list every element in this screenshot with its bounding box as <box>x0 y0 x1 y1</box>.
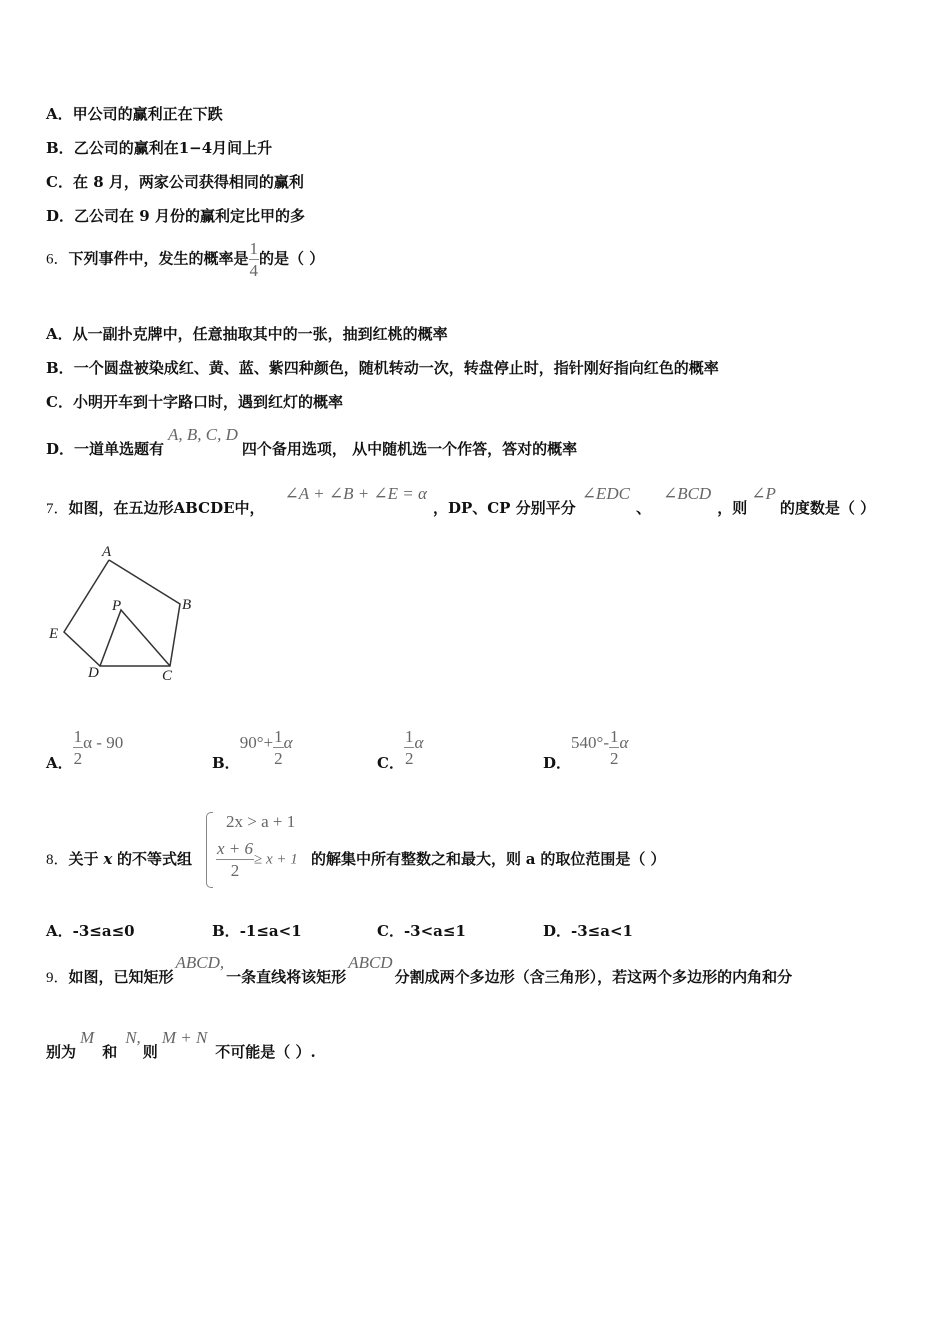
fraction-numerator: 1 <box>609 727 619 746</box>
q6-option-d <box>46 425 578 459</box>
question-text: 下列事件中，发生的概率是 <box>68 249 249 268</box>
question-9-line-2 <box>46 1028 316 1062</box>
math-rectangle-abcd: ABCD, <box>175 953 225 972</box>
q5-option-c <box>46 171 304 192</box>
option-math: α <box>414 732 424 752</box>
question-text: 的取位范围是（ ） <box>540 850 666 868</box>
option-text: -3≤a<1 <box>571 922 633 940</box>
option-letter: C． <box>46 393 73 411</box>
option-math: α <box>619 732 629 752</box>
question-text: 的解集中所有整数之和最大，则 <box>311 850 522 868</box>
option-letter: B． <box>46 139 74 157</box>
fraction-numerator: 1 <box>73 727 83 746</box>
fraction-numerator: 1 <box>404 727 414 746</box>
inequality-tail: ≥ x + 1 <box>254 851 298 868</box>
q6-option-b <box>46 357 719 378</box>
question-text: 的是（ ） <box>259 249 325 268</box>
math-m: M <box>80 1028 95 1047</box>
option-letter: A． <box>46 105 73 123</box>
option-text: 从一副扑克牌中，任意抽取其中的一张，抽到红桃的概率 <box>72 325 448 343</box>
question-text: 不可能是（ ）. <box>215 1043 316 1061</box>
option-letter: B． <box>212 922 240 940</box>
option-letter: C． <box>46 173 73 191</box>
fraction-half <box>609 728 620 767</box>
question-text: 的不等式组 <box>117 850 193 868</box>
option-text: -3≤a≤0 <box>72 922 135 940</box>
label-c: C <box>162 668 173 684</box>
question-8 <box>46 848 192 869</box>
separator: 、 <box>635 499 651 517</box>
fraction-denominator: 2 <box>230 861 240 880</box>
option-math: 90°+ <box>239 732 274 752</box>
option-letter: C． <box>377 922 404 940</box>
option-text: 一道单选题有 <box>74 440 165 458</box>
question-text: 则 <box>142 1043 158 1061</box>
option-letter: A． <box>46 922 73 940</box>
option-number: 1−4 <box>178 139 213 157</box>
question-number: 6． <box>46 251 69 268</box>
fraction-numerator: 1 <box>249 239 259 258</box>
option-letter: D． <box>46 440 75 458</box>
option-letter: D． <box>543 922 572 940</box>
option-number: 8 <box>93 173 104 191</box>
option-text: 月间上升 <box>212 139 273 157</box>
option-text: 一个圆盘被染成红、黄、蓝、紫四种颜色，随机转动一次，转盘停止时，指针刚好指向红色的概率 <box>73 359 719 377</box>
fraction-denominator: 2 <box>274 749 283 768</box>
inequality-1: 2x > a + 1 <box>226 812 296 831</box>
question-text: ，则 <box>717 499 748 517</box>
option-text: 甲公司的赢利正在下跌 <box>72 105 223 123</box>
fraction-denominator: 2 <box>609 749 619 768</box>
pentagon-name: ABCDE <box>173 499 235 517</box>
option-text: 在 <box>72 173 88 191</box>
q7-option-a <box>46 727 124 772</box>
option-text: 乙公司在 <box>74 207 135 225</box>
variable-a: a <box>525 850 536 868</box>
q7-option-c <box>377 727 424 772</box>
question-text: 别为 <box>46 1043 77 1061</box>
fraction-denominator: 4 <box>249 261 259 280</box>
math-m-plus-n: M + N <box>161 1028 208 1047</box>
label-p: P <box>112 598 122 614</box>
inequality-2 <box>216 840 298 879</box>
fraction-half <box>404 728 415 767</box>
q6-option-c <box>46 391 343 412</box>
math-rectangle-abcd: ABCD <box>348 953 393 972</box>
q7-option-b <box>212 727 293 772</box>
label-d: D <box>88 665 99 681</box>
question-text: 一条直线将该矩形 <box>226 968 347 986</box>
option-letter: A． <box>46 753 73 772</box>
question-text: 的度数是（ ） <box>779 499 876 517</box>
question-6 <box>46 240 324 279</box>
option-text: 月，两家公司获得相同的赢利 <box>108 173 304 191</box>
inequality-system <box>206 810 310 890</box>
question-number: 7． <box>46 501 69 517</box>
variable-x: x <box>103 850 113 868</box>
question-text: 和 <box>102 1043 118 1061</box>
pentagon-outline <box>64 560 180 666</box>
option-math: 540°- <box>571 732 609 752</box>
option-number: 9 <box>139 207 150 225</box>
left-brace <box>206 812 213 888</box>
q8-option-b <box>212 920 302 941</box>
q5-option-b <box>46 137 272 158</box>
bisector-lines <box>100 610 170 666</box>
option-text: 月份的赢利定比甲的多 <box>154 207 305 225</box>
q6-option-a <box>46 323 448 344</box>
question-number: 8． <box>46 852 69 868</box>
fraction-denominator: 2 <box>73 749 83 768</box>
option-text: 四个备用选项， 从中随机选一个作答，答对的概率 <box>241 440 578 458</box>
fraction-half <box>273 728 284 767</box>
math-angle-p: ∠P <box>751 484 776 503</box>
question-text: 如图，已知矩形 <box>68 968 174 986</box>
q7-option-d <box>543 727 629 772</box>
question-number: 9． <box>46 970 69 986</box>
math-angle-bcd: ∠BCD <box>662 484 712 503</box>
option-letter: D． <box>46 207 75 225</box>
fraction-numerator: x + 6 <box>217 839 254 858</box>
option-letter: B． <box>46 359 74 377</box>
option-text: -1≤a<1 <box>239 922 302 940</box>
question-text: 分割成两个多边形（含三角形），若这两个多边形的内角和分 <box>394 968 793 986</box>
option-letter: C． <box>377 753 404 772</box>
fraction-numerator: 1 <box>274 727 283 746</box>
option-text: -3<a≤1 <box>403 922 466 940</box>
question-text: ，DP、CP 分别平分 <box>432 499 576 517</box>
fraction-denominator: 2 <box>404 749 414 768</box>
math-n: N, <box>125 1028 141 1047</box>
fraction-one-quarter <box>249 240 260 279</box>
q8-option-d <box>543 920 633 941</box>
pentagon-figure <box>40 538 210 686</box>
fraction-x-plus-6 <box>216 840 254 879</box>
option-text: 乙公司的赢利在 <box>73 139 179 157</box>
question-9 <box>46 953 793 987</box>
question-text: 中， <box>234 499 265 517</box>
q5-option-a <box>46 103 223 124</box>
question-text: 关于 <box>68 850 99 868</box>
math-angle-edc: ∠EDC <box>581 484 630 503</box>
option-text: 小明开车到十字路口时，遇到红灯的概率 <box>72 393 343 411</box>
option-letter: B． <box>212 753 240 772</box>
option-math: α - 90 <box>83 732 124 752</box>
q5-option-d <box>46 205 305 226</box>
math-abcd-list: A, B, C, D <box>168 425 238 444</box>
option-math: α <box>283 732 293 752</box>
option-letter: D． <box>543 753 572 772</box>
question-7 <box>46 484 876 518</box>
q8-option-a <box>46 920 135 941</box>
q8-option-c <box>377 920 466 941</box>
math-angle-sum: ∠A + ∠B + ∠E = α <box>284 484 427 503</box>
fraction-half <box>73 728 84 767</box>
label-b: B <box>182 597 192 613</box>
option-letter: A． <box>46 325 73 343</box>
question-8-tail <box>311 848 666 869</box>
label-e: E <box>49 626 59 642</box>
label-a: A <box>102 544 112 560</box>
question-text: 如图，在五边形 <box>68 499 174 517</box>
